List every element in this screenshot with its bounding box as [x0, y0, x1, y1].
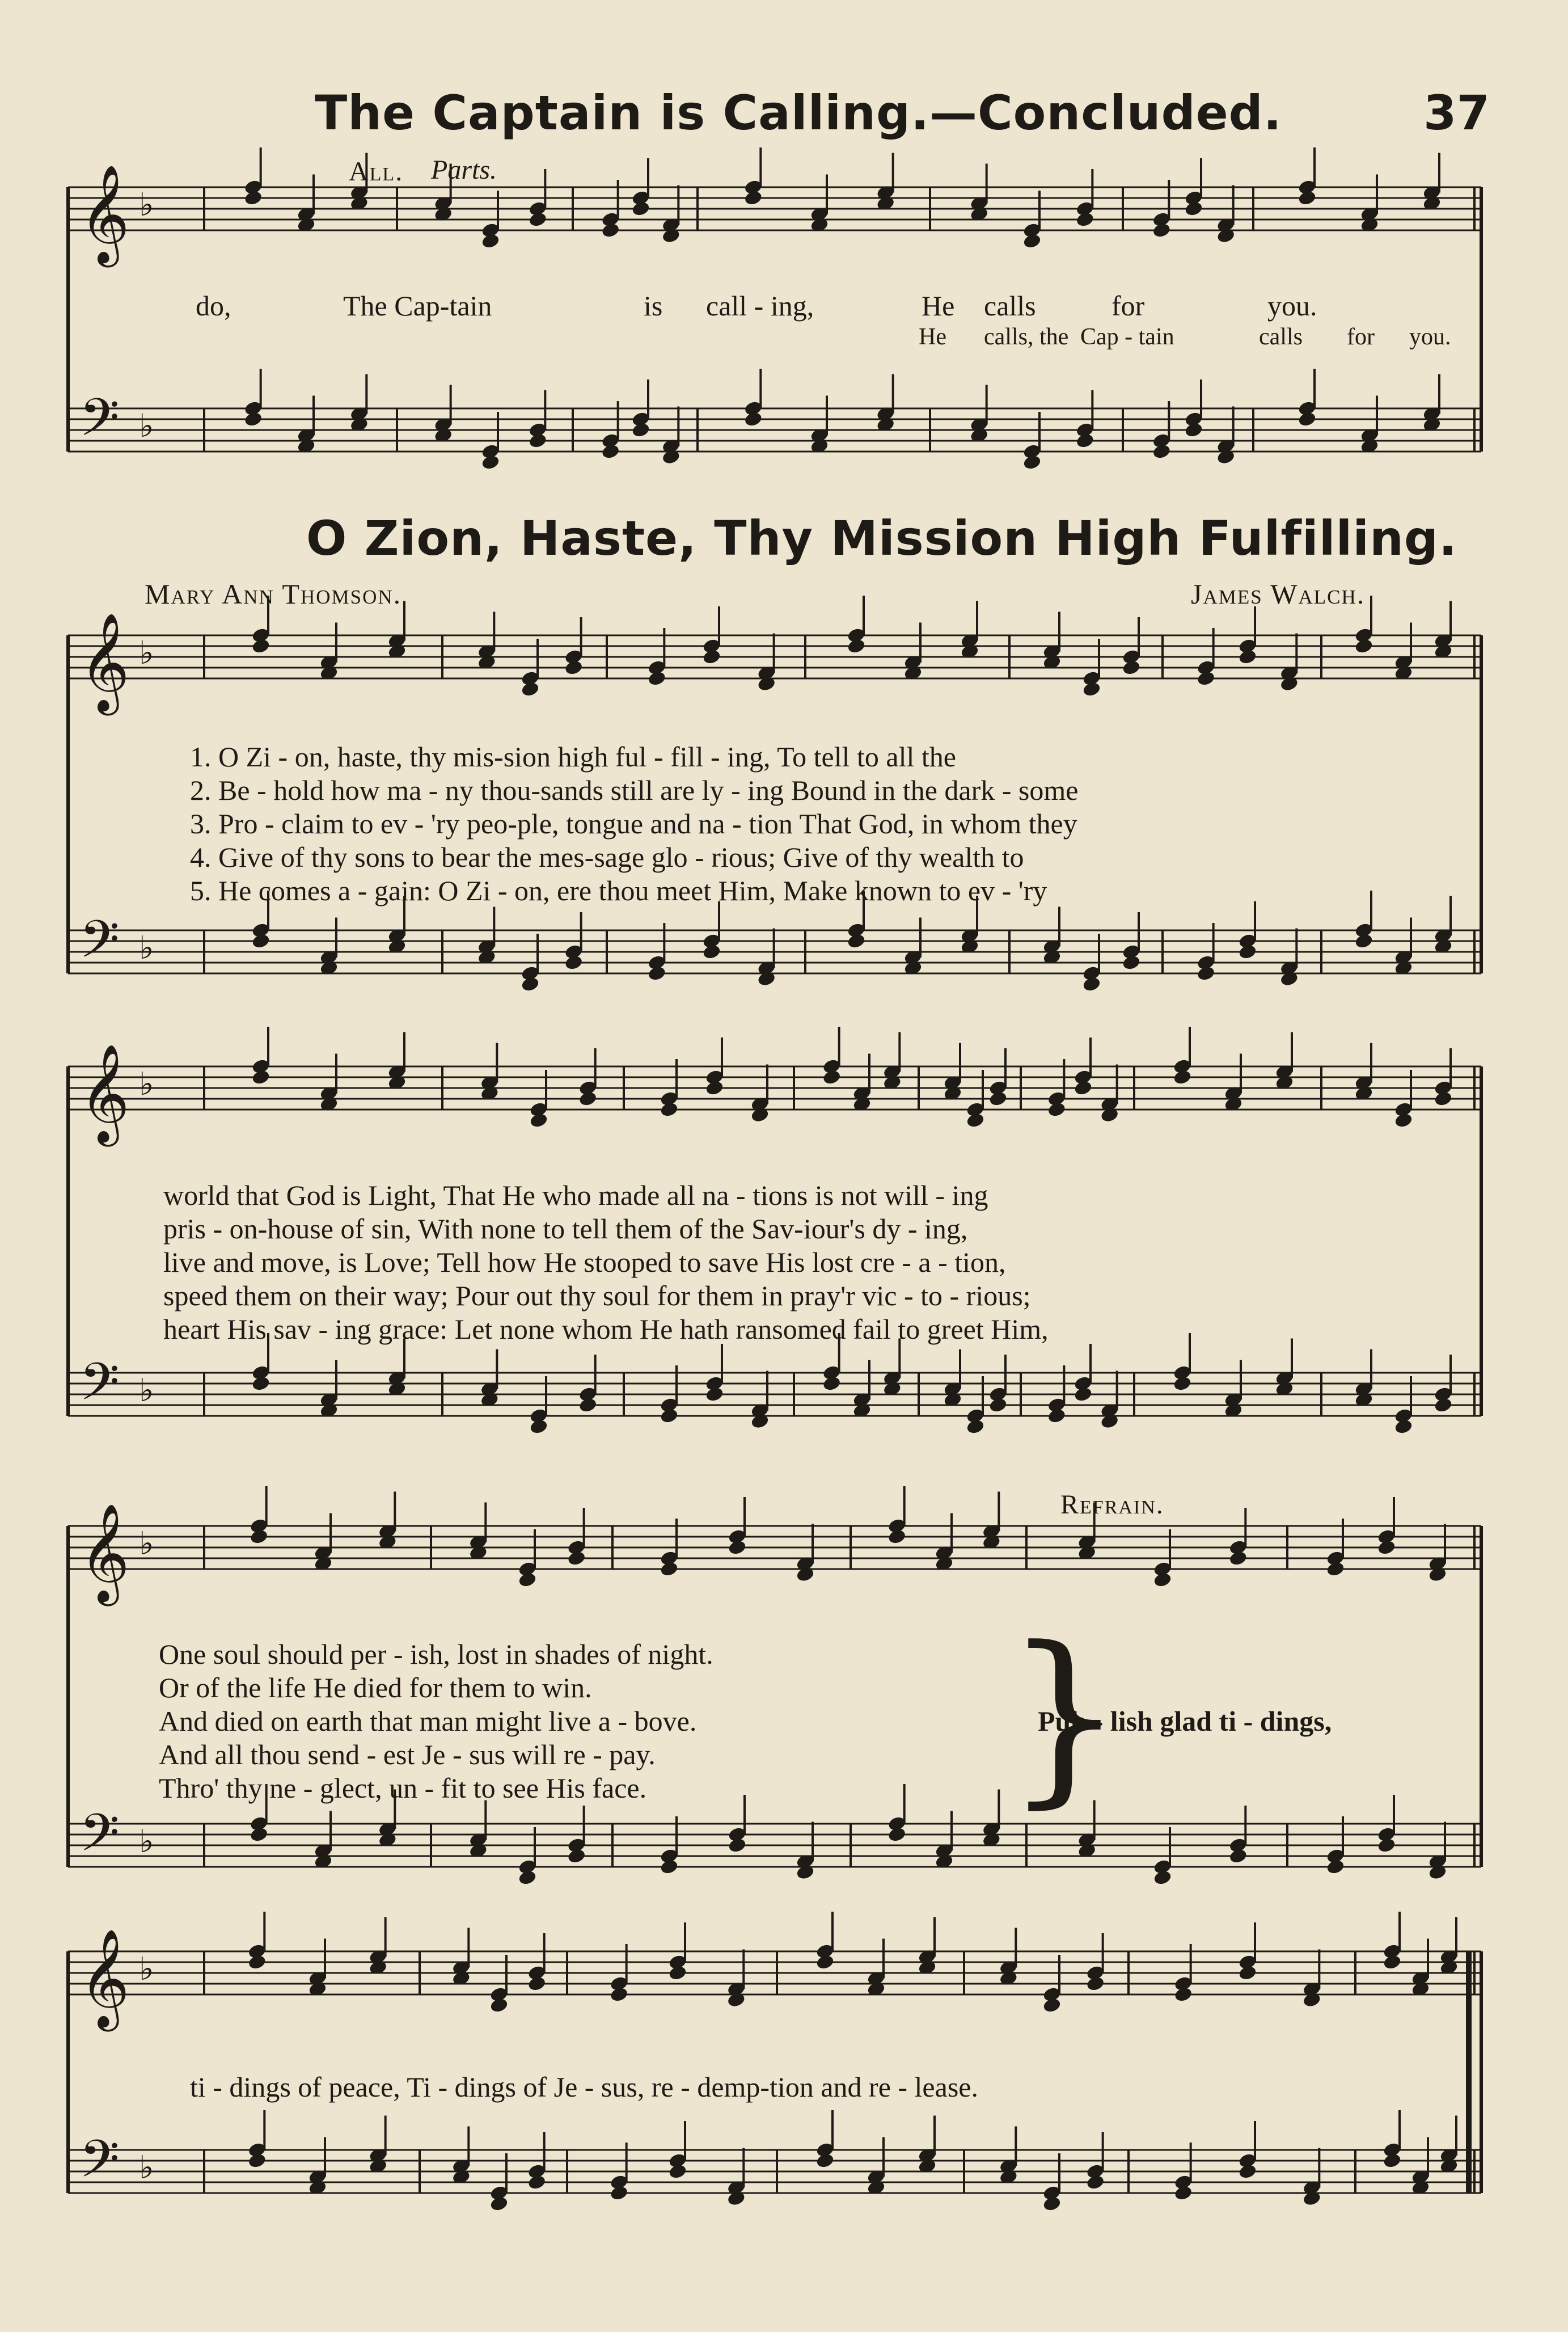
note-head — [660, 1561, 678, 1577]
note-head — [1042, 2196, 1061, 2212]
note-head — [1377, 1540, 1396, 1555]
note-head — [1076, 212, 1094, 227]
treble-clef-icon: 𝄞 — [79, 165, 130, 263]
note-head — [1086, 2174, 1105, 2190]
note-head — [988, 1397, 1007, 1413]
treble-clef-icon: 𝄞 — [79, 1044, 130, 1142]
verse-3-line-1: 3. Pro - claim to ev - 'ry peo-ple, tongue and na - tion That God, in whom they — [190, 808, 1077, 840]
note-head — [966, 1112, 984, 1128]
note-head — [1229, 1848, 1248, 1864]
note-head — [481, 454, 500, 470]
note-head — [529, 212, 547, 227]
note-head — [1042, 1997, 1061, 2013]
note-head — [1394, 1112, 1413, 1128]
note-head — [521, 681, 539, 697]
note-head — [702, 649, 721, 665]
bass-clef-icon: 𝄢 — [79, 387, 120, 460]
note-head — [1086, 1976, 1105, 1992]
bass-clef-icon: 𝄢 — [79, 909, 120, 982]
note-head — [1152, 222, 1171, 238]
note-head — [988, 1091, 1007, 1107]
note-head — [668, 2164, 687, 2179]
label-parts: Parts. — [431, 155, 497, 185]
note-head — [529, 433, 547, 449]
note-head — [1184, 201, 1203, 217]
note-head — [1022, 454, 1041, 470]
note-head — [250, 1827, 268, 1842]
note-head — [1377, 1837, 1396, 1853]
note-head — [744, 411, 763, 427]
hymn-title: O Zion, Haste, Thy Mission High Fulfilling. — [306, 511, 1457, 566]
page-number: 37 — [1423, 85, 1490, 141]
note-head — [705, 1080, 724, 1096]
note-head — [610, 1987, 628, 2002]
note-head — [966, 1419, 984, 1435]
refrain-start-lyric: Pub - lish glad ti - dings, — [1038, 1705, 1332, 1737]
verse-block-1 — [190, 740, 1078, 908]
note-head — [521, 976, 539, 992]
note-head — [489, 2196, 508, 2212]
note-head — [705, 1386, 724, 1402]
note-head — [1383, 2153, 1401, 2169]
verse-1-line-3: One soul should per - ish, lost in shades of night. — [159, 1638, 713, 1670]
note-head — [887, 1529, 906, 1545]
verse-3-line-2: live and move, is Love; Tell how He stooped to save His lost cre - a - tion, — [163, 1246, 1006, 1278]
note-head — [631, 422, 650, 438]
note-head — [702, 944, 721, 960]
hymn-composer: James Walch. — [1191, 578, 1366, 610]
verse-1-line-2: world that God is Light, That He who made all na - tions is not will - ing — [163, 1179, 988, 1211]
note-head — [1434, 1397, 1452, 1413]
note-head — [1326, 1859, 1345, 1875]
note-head — [631, 201, 650, 217]
note-head — [822, 1376, 841, 1391]
note-head — [1238, 649, 1257, 665]
note-head — [847, 933, 865, 949]
note-head — [1297, 411, 1316, 427]
note-head — [567, 1848, 586, 1864]
note-head — [567, 1550, 586, 1566]
note-head — [518, 1870, 536, 1886]
flat-icon: ♭ — [139, 1372, 154, 1409]
note-head — [887, 1827, 906, 1842]
note-head — [564, 660, 583, 676]
flat-icon: ♭ — [139, 930, 154, 967]
note-head — [251, 933, 270, 949]
note-head — [660, 1102, 678, 1117]
note-head — [1122, 660, 1140, 676]
note-head — [1152, 444, 1171, 459]
note-head — [1073, 1386, 1092, 1402]
note-head — [527, 2174, 546, 2190]
label-all: All. — [349, 157, 404, 187]
note-head — [1073, 1080, 1092, 1096]
note-head — [610, 2185, 628, 2201]
verse-4-line-1: 4. Give of thy sons to bear the mes-sage glo - rious; Give of thy wealth to — [190, 841, 1024, 873]
note-head — [1238, 944, 1257, 960]
note-head — [564, 955, 583, 971]
note-head — [847, 638, 865, 654]
note-head — [481, 233, 500, 249]
verse-2-line-3: Or of the life He died for them to win. — [159, 1672, 592, 1703]
note-head — [1326, 1561, 1345, 1577]
note-head — [248, 2153, 267, 2169]
note-head — [728, 1540, 746, 1555]
note-head — [527, 1976, 546, 1992]
verse-4-line-3: And all thou send - est Je - sus will re - pay. — [159, 1739, 656, 1770]
note-head — [1082, 681, 1101, 697]
hymn-author: Mary Ann Thomson. — [145, 578, 402, 610]
flat-icon: ♭ — [139, 1951, 154, 1988]
note-head — [815, 1954, 834, 1970]
verse-5-line-3: Thro' thy ne - glect, un - fit to see His face. — [159, 1772, 647, 1804]
note-head — [601, 444, 620, 459]
note-head — [1174, 1987, 1193, 2002]
flat-icon: ♭ — [139, 1525, 154, 1562]
note-head — [648, 670, 666, 686]
note-head — [1122, 955, 1140, 971]
note-head — [1229, 1550, 1248, 1566]
verse-5-line-1: 5. He comes a - gain: O Zi - on, ere thou meet Him, Make known to ev - 'ry — [190, 875, 1047, 906]
note-head — [251, 638, 270, 654]
note-head — [529, 1112, 548, 1128]
final-lyric-line: ti - dings of peace, Ti - dings of Je - sus, re - demp-tion and re - lease. — [190, 2071, 978, 2103]
note-head — [1174, 2185, 1193, 2201]
verse-1-line-1: 1. O Zi - on, haste, thy mis-sion high ful - fill - ing, To tell to all the — [190, 741, 956, 773]
note-head — [1047, 1102, 1066, 1117]
brace-icon: } — [1005, 1607, 1124, 1825]
prev-lyric-parts: He calls, the Cap - tain calls for you. — [919, 324, 1451, 350]
bass-clef-icon: 𝄢 — [79, 1352, 120, 1424]
note-head — [728, 1837, 746, 1853]
note-head — [578, 1091, 597, 1107]
flat-icon: ♭ — [139, 187, 154, 223]
note-head — [1297, 190, 1316, 206]
note-head — [518, 1572, 536, 1588]
bass-clef-icon: 𝄢 — [79, 1803, 120, 1875]
note-head — [1383, 1954, 1401, 1970]
verse-2-line-1: 2. Be - hold how ma - ny thou-sands still are ly - ing Bound in the dark - some — [190, 774, 1079, 806]
note-head — [1153, 1572, 1172, 1588]
note-head — [1022, 233, 1041, 249]
note-head — [251, 1376, 270, 1391]
note-head — [1354, 933, 1373, 949]
note-head — [244, 411, 263, 427]
flat-icon: ♭ — [139, 2149, 154, 2186]
prev-lyric-main: do, The Cap-tain is call - ing, He calls for you. — [196, 290, 1317, 322]
note-head — [668, 1965, 687, 1981]
verse-block-2 — [163, 1179, 1049, 1346]
note-head — [1173, 1069, 1191, 1085]
note-head — [1238, 1965, 1257, 1981]
note-head — [660, 1408, 678, 1424]
prev-hymn-title: The Captain is Calling.—Concluded. — [315, 85, 1282, 141]
note-head — [1197, 670, 1215, 686]
note-head — [744, 190, 763, 206]
note-head — [244, 190, 263, 206]
verse-2-line-2: pris - on-house of sin, With none to tell them of the Sav-iour's dy - ing, — [163, 1213, 968, 1245]
note-head — [1238, 2164, 1257, 2179]
flat-icon: ♭ — [139, 1066, 154, 1103]
note-head — [1434, 1091, 1452, 1107]
note-head — [1354, 638, 1373, 654]
note-head — [1153, 1870, 1172, 1886]
verse-3-line-3: And died on earth that man might live a - bove. — [159, 1705, 697, 1737]
note-head — [248, 1954, 267, 1970]
verse-block-3 — [159, 1638, 713, 1805]
note-head — [529, 1419, 548, 1435]
treble-clef-icon: 𝄞 — [79, 613, 130, 711]
verse-4-line-2: speed them on their way; Pour out thy soul for them in pray'r vic - to - rious; — [163, 1280, 1031, 1312]
note-head — [648, 965, 666, 981]
flat-icon: ♭ — [139, 408, 154, 445]
note-head — [1047, 1408, 1066, 1424]
note-head — [660, 1859, 678, 1875]
flat-icon: ♭ — [139, 1823, 154, 1860]
note-head — [578, 1397, 597, 1413]
note-head — [822, 1069, 841, 1085]
note-head — [1082, 976, 1101, 992]
note-head — [1184, 422, 1203, 438]
treble-clef-icon: 𝄞 — [79, 1503, 130, 1602]
flat-icon: ♭ — [139, 635, 154, 672]
bass-clef-icon: 𝄢 — [79, 2129, 120, 2202]
note-head — [1173, 1376, 1191, 1391]
note-head — [815, 2153, 834, 2169]
note-head — [489, 1997, 508, 2013]
note-head — [251, 1069, 270, 1085]
verse-5-line-2: heart His sav - ing grace: Let none whom He hath ransomed fail to greet Him, — [163, 1313, 1049, 1345]
note-head — [1076, 433, 1094, 449]
note-head — [601, 222, 620, 238]
note-head — [250, 1529, 268, 1545]
note-head — [1394, 1419, 1413, 1435]
refrain-label: Refrain. — [1060, 1490, 1164, 1520]
note-head — [1197, 965, 1215, 981]
treble-clef-icon: 𝄞 — [79, 1929, 130, 2027]
